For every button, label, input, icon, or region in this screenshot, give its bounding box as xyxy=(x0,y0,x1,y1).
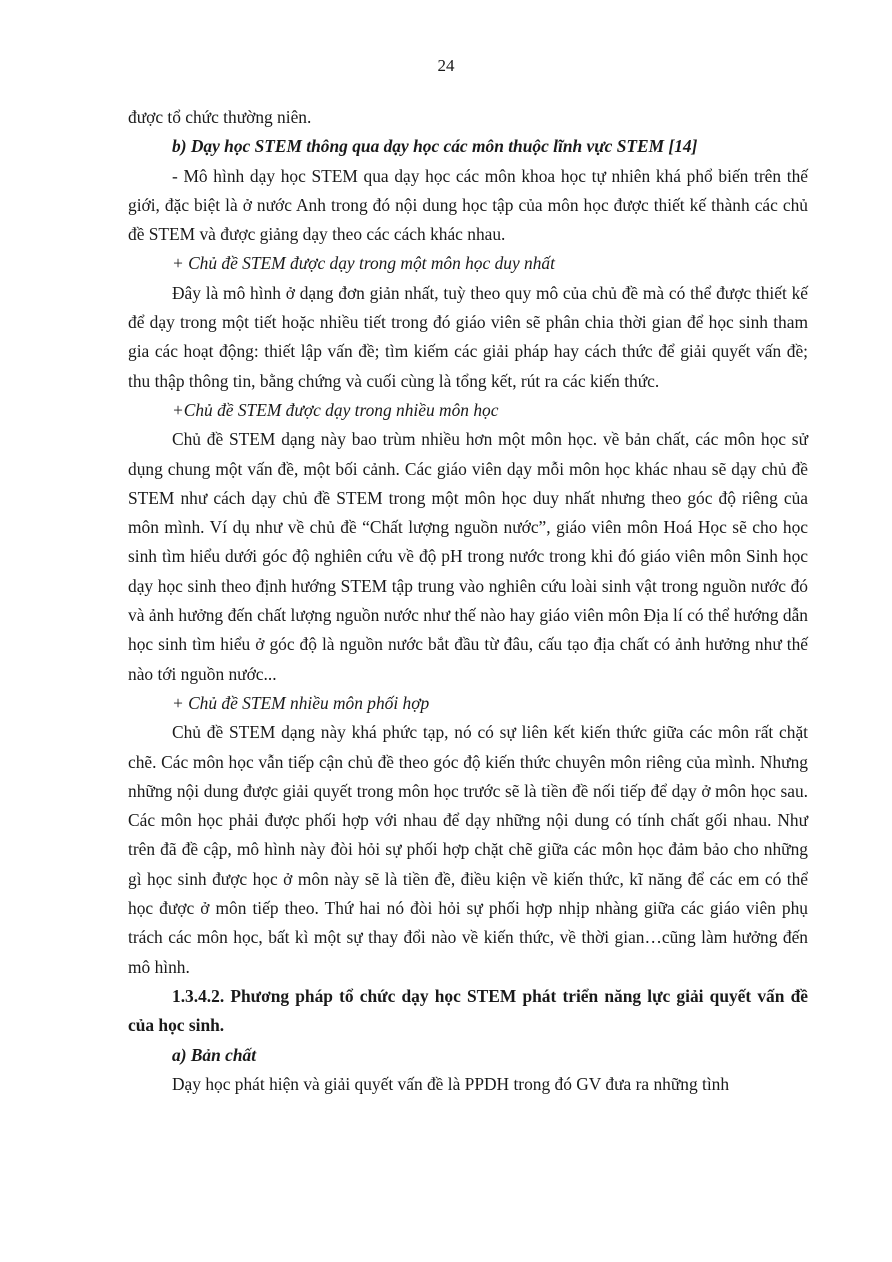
page-number: 24 xyxy=(437,56,455,75)
paragraph-continuation: được tổ chức thường niên. xyxy=(128,107,312,127)
section-heading-1-3-4-2: 1.3.4.2. Phương pháp tổ chức dạy học STEM phát triển năng lực giải quyết vấn đề của học sinh. xyxy=(128,985,808,1036)
subheading-coordinated-subjects: + Chủ đề STEM nhiều môn phối hợp xyxy=(172,692,430,713)
paragraph-single-subject: Đây là mô hình ở dạng đơn giản nhất, tuỳ theo quy mô của chủ đề mà có thể được thiết kế để dạy trong một tiết hoặc nhiều tiết trong đó giáo viên sẽ phân chia thời gian để học sinh tham gia các hoạt động: thiết lập vấn đề; tìm kiếm các giải pháp hay cách thức để giải quyết vấn đề; thu thập thông tin, bằng chứng và cuối cùng là tổng kết, rút ra các kiến thức. xyxy=(128,282,808,391)
subsection-heading-a: a) Bản chất xyxy=(172,1044,257,1065)
paragraph-multi-subject: Chủ đề STEM dạng này bao trùm nhiều hơn một môn học. về bản chất, các môn học sử dụng chung một vấn đề, một bối cảnh. Các giáo viên dạy mỗi môn học khác nhau sẽ dạy chủ đề STEM như cách dạy chủ đề STEM trong một môn học duy nhất nhưng theo góc độ riêng của môn mình. Ví dụ như về chủ đề “Chất lượng nguồn nước”, giáo viên môn Hoá Học sẽ cho học sinh tìm hiểu dưới góc độ nghiên cứu về độ pH trong nước trong khi đó giáo viên môn Sinh học dạy học sinh theo định hướng STEM tập trung vào nghiên cứu loài sinh vật trong nguồn nước đó và ảnh hưởng đến chất lượng nguồn nước như thế nào hay giáo viên môn Địa lí có thể hướng dẫn học sinh tìm hiểu ở góc độ là nguồn nước bắt đầu từ đâu, cấu tạo địa chất có ảnh hưởng như thế nào tới nguồn nước... xyxy=(128,429,808,684)
subheading-single-subject: + Chủ đề STEM được dạy trong một môn học duy nhất xyxy=(172,253,555,274)
paragraph-coordinated-subjects: Chủ đề STEM dạng này khá phức tạp, nó có sự liên kết kiến thức giữa các môn rất chặt chẽ. Các môn học vẫn tiếp cận chủ đề theo góc độ kiến thức chuyên môn riêng của mình. Nhưng những nội dung được giải quyết trong môn học trước sẽ là tiền đề nối tiếp để dạy ở môn học sau. Các môn học phải được phối hợp với nhau để dạy những nội dung có tính chất gối nhau. Như trên đã đề cập, mô hình này đòi hỏi sự phối hợp chặt chẽ giữa các môn học đảm bảo cho những gì học sinh được học ở môn này sẽ là tiền đề, điều kiện về kiến thức, kĩ năng để các em có thể học được ở môn tiếp theo. Thứ hai nó đòi hỏi sự phối hợp nhịp nhàng giữa các giáo viên phụ trách các môn học, bất kì một sự thay đổi nào về kiến thức, về thời gian…cũng làm hưởng đến mô hình. xyxy=(128,722,808,977)
subheading-multi-subject: +Chủ đề STEM được dạy trong nhiều môn học xyxy=(172,399,499,420)
subsection-heading-b: b) Dạy học STEM thông qua dạy học các môn thuộc lĩnh vực STEM [14] xyxy=(172,136,698,157)
paragraph-model-intro: - Mô hình dạy học STEM qua dạy học các môn khoa học tự nhiên khá phổ biến trên thế giới, đặc biệt là ở nước Anh trong đó nội dung học tập của môn học được thiết kế thành các chủ đề STEM và được giảng dạy theo các cách khác nhau. xyxy=(128,165,808,245)
document-body xyxy=(128,103,808,1099)
paragraph-nature: Dạy học phát hiện và giải quyết vấn đề là PPDH trong đó GV đưa ra những tình xyxy=(172,1073,730,1094)
